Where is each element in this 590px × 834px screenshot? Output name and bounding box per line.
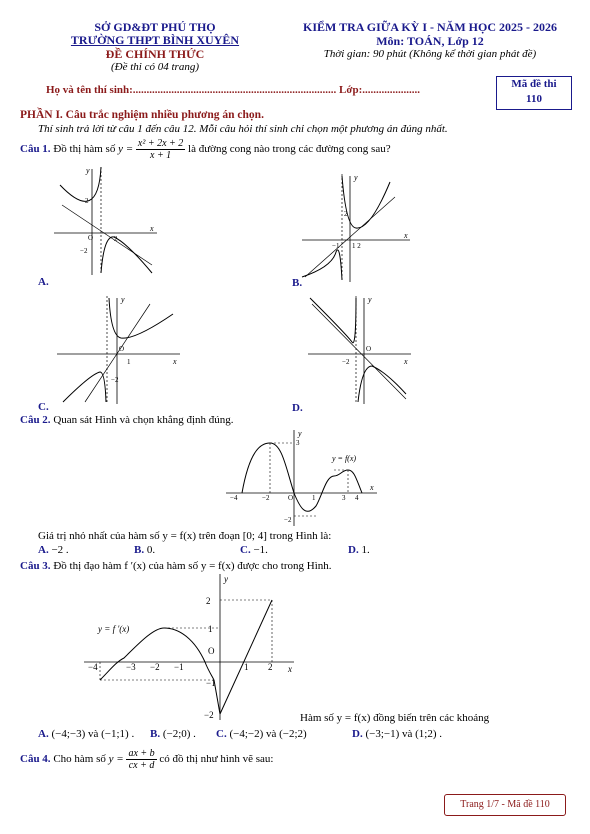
q2-a-key: A. bbox=[38, 544, 49, 556]
q1-numerator: x² + 2x + 2 bbox=[137, 138, 184, 149]
q2-d-key: D. bbox=[348, 544, 359, 556]
y-label: y bbox=[121, 295, 125, 304]
time-allowed: Thời gian: 90 phút (Không kể thời gian phát đề) bbox=[323, 48, 537, 60]
q4-func-y: y = bbox=[108, 753, 124, 766]
tick-o: O bbox=[88, 234, 94, 242]
q2-b-key: B. bbox=[134, 544, 145, 556]
x-label: x bbox=[370, 483, 374, 492]
q3-answer-c[interactable] bbox=[216, 728, 307, 740]
q2-question: Giá trị nhỏ nhất của hàm số y = f(x) trên đoạn [0; 4] trong Hình là: bbox=[38, 530, 332, 542]
tick-3x: 3 bbox=[342, 494, 346, 502]
q3-a-key: A. bbox=[38, 728, 49, 740]
q2-stem bbox=[20, 414, 234, 426]
curve-branch-left bbox=[63, 372, 106, 402]
q1-graph-b bbox=[300, 172, 415, 284]
q1-text-b: là đường cong nào trong các đường cong sau? bbox=[188, 143, 391, 156]
tick-m4: −4 bbox=[88, 662, 98, 672]
tick-o: O bbox=[366, 345, 372, 353]
q3-c-val: (−4;−2) và (−2;2) bbox=[229, 728, 307, 740]
graph-label: y = f(x) bbox=[332, 454, 357, 463]
q3-c-key: C. bbox=[216, 728, 227, 740]
tick-m2: −2 bbox=[111, 376, 119, 384]
tick-12: 1 2 bbox=[352, 242, 361, 250]
q2-answer-b[interactable] bbox=[134, 544, 155, 556]
tick-4: 4 bbox=[355, 494, 359, 502]
oblique-asymptote bbox=[85, 304, 150, 402]
tick-m2: −2 bbox=[342, 358, 350, 366]
tick-2: 2 bbox=[85, 197, 89, 205]
part1-instruction: Thí sinh trả lời từ câu 1 đến câu 12. Mỗi câu hỏi thí sinh chỉ chọn một phương án đúng nhất. bbox=[38, 123, 448, 135]
tick-3: 3 bbox=[296, 439, 300, 447]
page-footer: Trang 1/7 - Mã đề 110 bbox=[444, 794, 566, 816]
q1-fraction bbox=[136, 138, 185, 161]
q4-text-a: Cho hàm số bbox=[53, 753, 106, 766]
q2-a-val: −2 . bbox=[51, 544, 69, 556]
curve-branch-right bbox=[358, 366, 406, 402]
q4-fraction bbox=[126, 748, 156, 771]
y-label: y bbox=[354, 173, 358, 182]
q3-graph bbox=[80, 570, 300, 722]
curve-branch-right bbox=[342, 176, 390, 228]
curve-branch-right bbox=[101, 237, 152, 273]
q1-text-a: Đồ thị hàm số bbox=[53, 143, 116, 156]
tick-m2y: −2 bbox=[284, 516, 292, 524]
q4-text-b: có đồ thị như hình vẽ sau: bbox=[159, 753, 274, 766]
tick-1x: 1 bbox=[244, 662, 249, 672]
q1-label: Câu 1. bbox=[20, 143, 51, 156]
exam-title: KIỂM TRA GIỮA KỲ I - NĂM HỌC 2025 - 2026 bbox=[302, 20, 557, 34]
q2-answer-d[interactable] bbox=[348, 544, 370, 556]
tick-m3: −3 bbox=[126, 662, 136, 672]
tick-m2: −2 bbox=[262, 494, 270, 502]
q3-answer-d[interactable] bbox=[352, 728, 442, 740]
exam-code-box bbox=[496, 76, 572, 110]
curve bbox=[100, 628, 214, 680]
q1-option-a[interactable]: A. bbox=[38, 276, 49, 288]
graph-label: y = f ′(x) bbox=[98, 624, 130, 634]
q3-d-key: D. bbox=[352, 728, 363, 740]
y-label: y bbox=[298, 429, 302, 438]
x-label: x bbox=[150, 224, 154, 233]
q3-text: Đồ thị đạo hàm f ′(x) của hàm số y = f(x) được cho trong Hình. bbox=[53, 560, 332, 572]
curve-branch-left bbox=[310, 298, 356, 343]
q4-numerator: ax + b bbox=[128, 748, 155, 759]
q2-c-key: C. bbox=[240, 544, 251, 556]
tick-m2: −2 bbox=[204, 710, 214, 720]
q1-func-y: y = bbox=[118, 143, 134, 156]
tick-2x: 2 bbox=[268, 662, 273, 672]
tick-1: 1 bbox=[127, 358, 131, 366]
x-label: x bbox=[404, 357, 408, 366]
tick-m1: −1 bbox=[332, 242, 340, 250]
tick-x2: 2 bbox=[114, 235, 118, 243]
x-label: x bbox=[404, 231, 408, 240]
q1-option-d[interactable]: D. bbox=[292, 402, 303, 414]
tick-o: O bbox=[208, 646, 215, 656]
tick-1: 1 bbox=[312, 494, 316, 502]
q3-answer-b[interactable] bbox=[150, 728, 196, 740]
q2-b-val: 0. bbox=[146, 544, 156, 556]
dept-name: SỞ GD&ĐT PHÚ THỌ bbox=[94, 20, 216, 34]
curve-branch-left bbox=[302, 250, 342, 280]
q1-graph-c bbox=[55, 294, 185, 406]
q1-graph-a bbox=[52, 165, 162, 277]
candidate-name-line: Họ và tên thí sinh:.......................................................................... Lớp:..................... bbox=[46, 84, 420, 96]
page-count: (Đề thi có 04 trang) bbox=[111, 61, 199, 73]
q1-stem bbox=[20, 138, 391, 161]
tick-m1x: −1 bbox=[174, 662, 184, 672]
q3-a-val: (−4;−3) và (−1;1) . bbox=[51, 728, 135, 740]
tick-o: O bbox=[288, 494, 294, 502]
official-label: ĐỀ CHÍNH THỨC bbox=[105, 47, 205, 61]
q3-answer-a[interactable] bbox=[38, 728, 134, 740]
tick-1: 1 bbox=[208, 624, 213, 634]
q3-side-text: Hàm số y = f(x) đồng biến trên các khoảng bbox=[300, 712, 490, 724]
q3-b-val: (−2;0) . bbox=[162, 728, 196, 740]
q1-option-c[interactable]: C. bbox=[38, 401, 49, 413]
tick-2: 2 bbox=[206, 596, 211, 606]
tick-o: O bbox=[119, 345, 125, 353]
q3-d-val: (−3;−1) và (1;2) . bbox=[365, 728, 443, 740]
tick-m2x: −2 bbox=[150, 662, 160, 672]
oblique-asymptote bbox=[312, 304, 406, 399]
part1-title: PHẦN I. Câu trắc nghiệm nhiều phương án chọn. bbox=[20, 109, 264, 121]
q4-label: Câu 4. bbox=[20, 753, 51, 766]
school-name: TRƯỜNG THPT BÌNH XUYÊN bbox=[70, 33, 240, 47]
q4-stem bbox=[20, 748, 274, 771]
curve-branch-left bbox=[60, 167, 101, 201]
q2-label: Câu 2. bbox=[20, 414, 51, 426]
tick-2: 2 bbox=[344, 210, 348, 218]
q2-d-val: 1. bbox=[361, 544, 370, 556]
q1-graph-d bbox=[306, 294, 416, 406]
q2-text: Quan sát Hình và chọn khẳng định đúng. bbox=[53, 414, 234, 426]
q2-answer-c[interactable] bbox=[240, 544, 268, 556]
segment-up bbox=[220, 600, 272, 714]
q2-answer-a[interactable] bbox=[38, 544, 69, 556]
x-label: x bbox=[288, 664, 292, 674]
q3-b-key: B. bbox=[150, 728, 161, 740]
y-label: y bbox=[86, 166, 90, 175]
tick-m2: −2 bbox=[80, 247, 88, 255]
oblique-asymptote bbox=[62, 205, 152, 265]
tick-m4: −4 bbox=[230, 494, 238, 502]
x-label: x bbox=[173, 357, 177, 366]
y-label: y bbox=[224, 574, 228, 584]
exam-code-value: 110 bbox=[526, 93, 542, 105]
q3-label: Câu 3. bbox=[20, 560, 51, 572]
q1-option-b[interactable]: B. bbox=[292, 277, 303, 289]
q4-denominator: cx + d bbox=[128, 760, 155, 771]
q2-graph bbox=[222, 428, 382, 528]
subject: Môn: TOÁN, Lớp 12 bbox=[376, 34, 484, 48]
exam-code-label: Mã đề thi bbox=[511, 78, 557, 90]
y-label: y bbox=[368, 295, 372, 304]
q1-denominator: x + 1 bbox=[150, 150, 172, 161]
q2-c-val: −1. bbox=[253, 544, 268, 556]
tick-m1: −1 bbox=[206, 678, 216, 688]
